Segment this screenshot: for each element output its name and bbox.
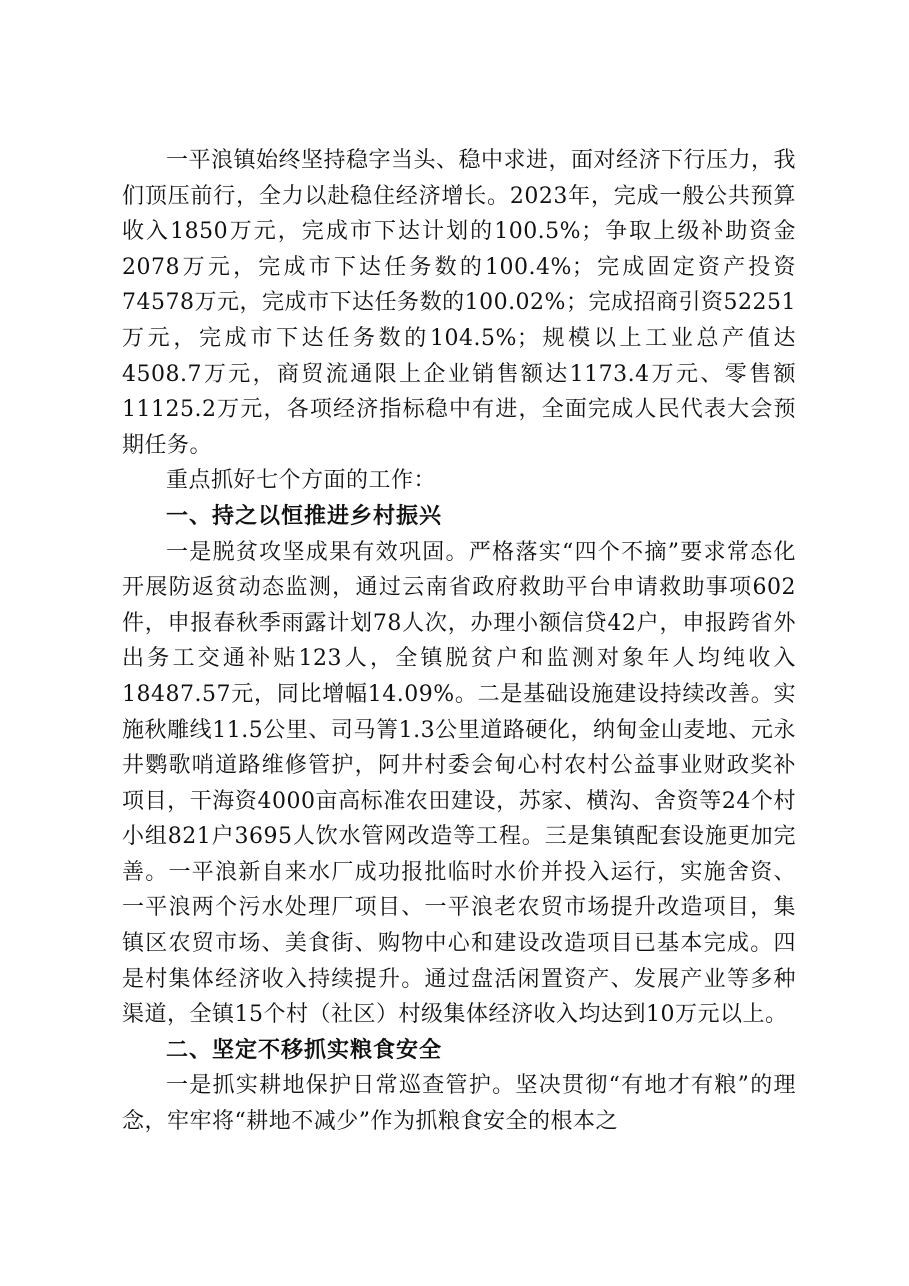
lead-in-paragraph: 重点抓好七个方面的工作： <box>166 468 437 494</box>
document-page <box>122 143 796 1140</box>
section-heading-2: 二、坚定不移抓实粮食安全 <box>166 1037 443 1063</box>
rural-revitalization-paragraph: 一是脱贫攻坚成果有效巩固。严格落实“四个不摘”要求常态化开展防返贫动态监测，通过云南省政府救助平台申请救助事项602件，申报春秋季雨露计划78人次，办理小额信贷42户，申报跨省外出务工交通补贴123人，全镇脱贫户和监测对象年人均纯收入18487.57元，同比增幅14.09%。二是基础设施建设持续改善。实施秋雕线11.5公里、司马箐1.3公里道路硬化，纳甸金山麦地、元永井鹦歌哨道路维修管护，阿井村委会甸心村农村公益事业财政奖补项目，干海资4000亩高标准农田建设，苏家、横沟、舍资等24个村小组821户3695人饮水管网改造等工程。三是集镇配套设施更加完善。一平浪新自来水厂成功报批临时水价并投入运行，实施舍资、一平浪两个污水处理厂项目、一平浪老农贸市场提升改造项目，集镇区农贸市场、美食街、购物中心和建设改造项目已基本完成。四是村集体经济收入持续提升。通过盘活闲置资产、发展产业等多种渠道，全镇15个村（社区）村级集体经济收入均达到10万元以上。 <box>122 539 796 1028</box>
section-heading-1: 一、持之以恒推进乡村振兴 <box>166 503 443 529</box>
intro-paragraph: 一平浪镇始终坚持稳字当头、稳中求进，面对经济下行压力，我们顶压前行，全力以赴稳住经济增长。2023年，完成一般公共预算收入1850万元，完成市下达计划的100.5%；争取上级补助资金2078万元，完成市下达任务数的100.4%；完成固定资产投资74578万元，完成市下达任务数的100.02%；完成招商引资52251万元，完成市下达任务数的104.5%；规模以上工业总产值达4508.7万元，商贸流通限上企业销售额达1173.4万元、零售额11125.2万元，各项经济指标稳中有进，全面完成人民代表大会预期任务。 <box>122 148 797 458</box>
food-security-paragraph: 一是抓实耕地保护日常巡查管护。坚决贯彻“有地才有粮”的理念，牢牢将“耕地不减少”作为抓粮食安全的根本之 <box>122 1073 796 1135</box>
